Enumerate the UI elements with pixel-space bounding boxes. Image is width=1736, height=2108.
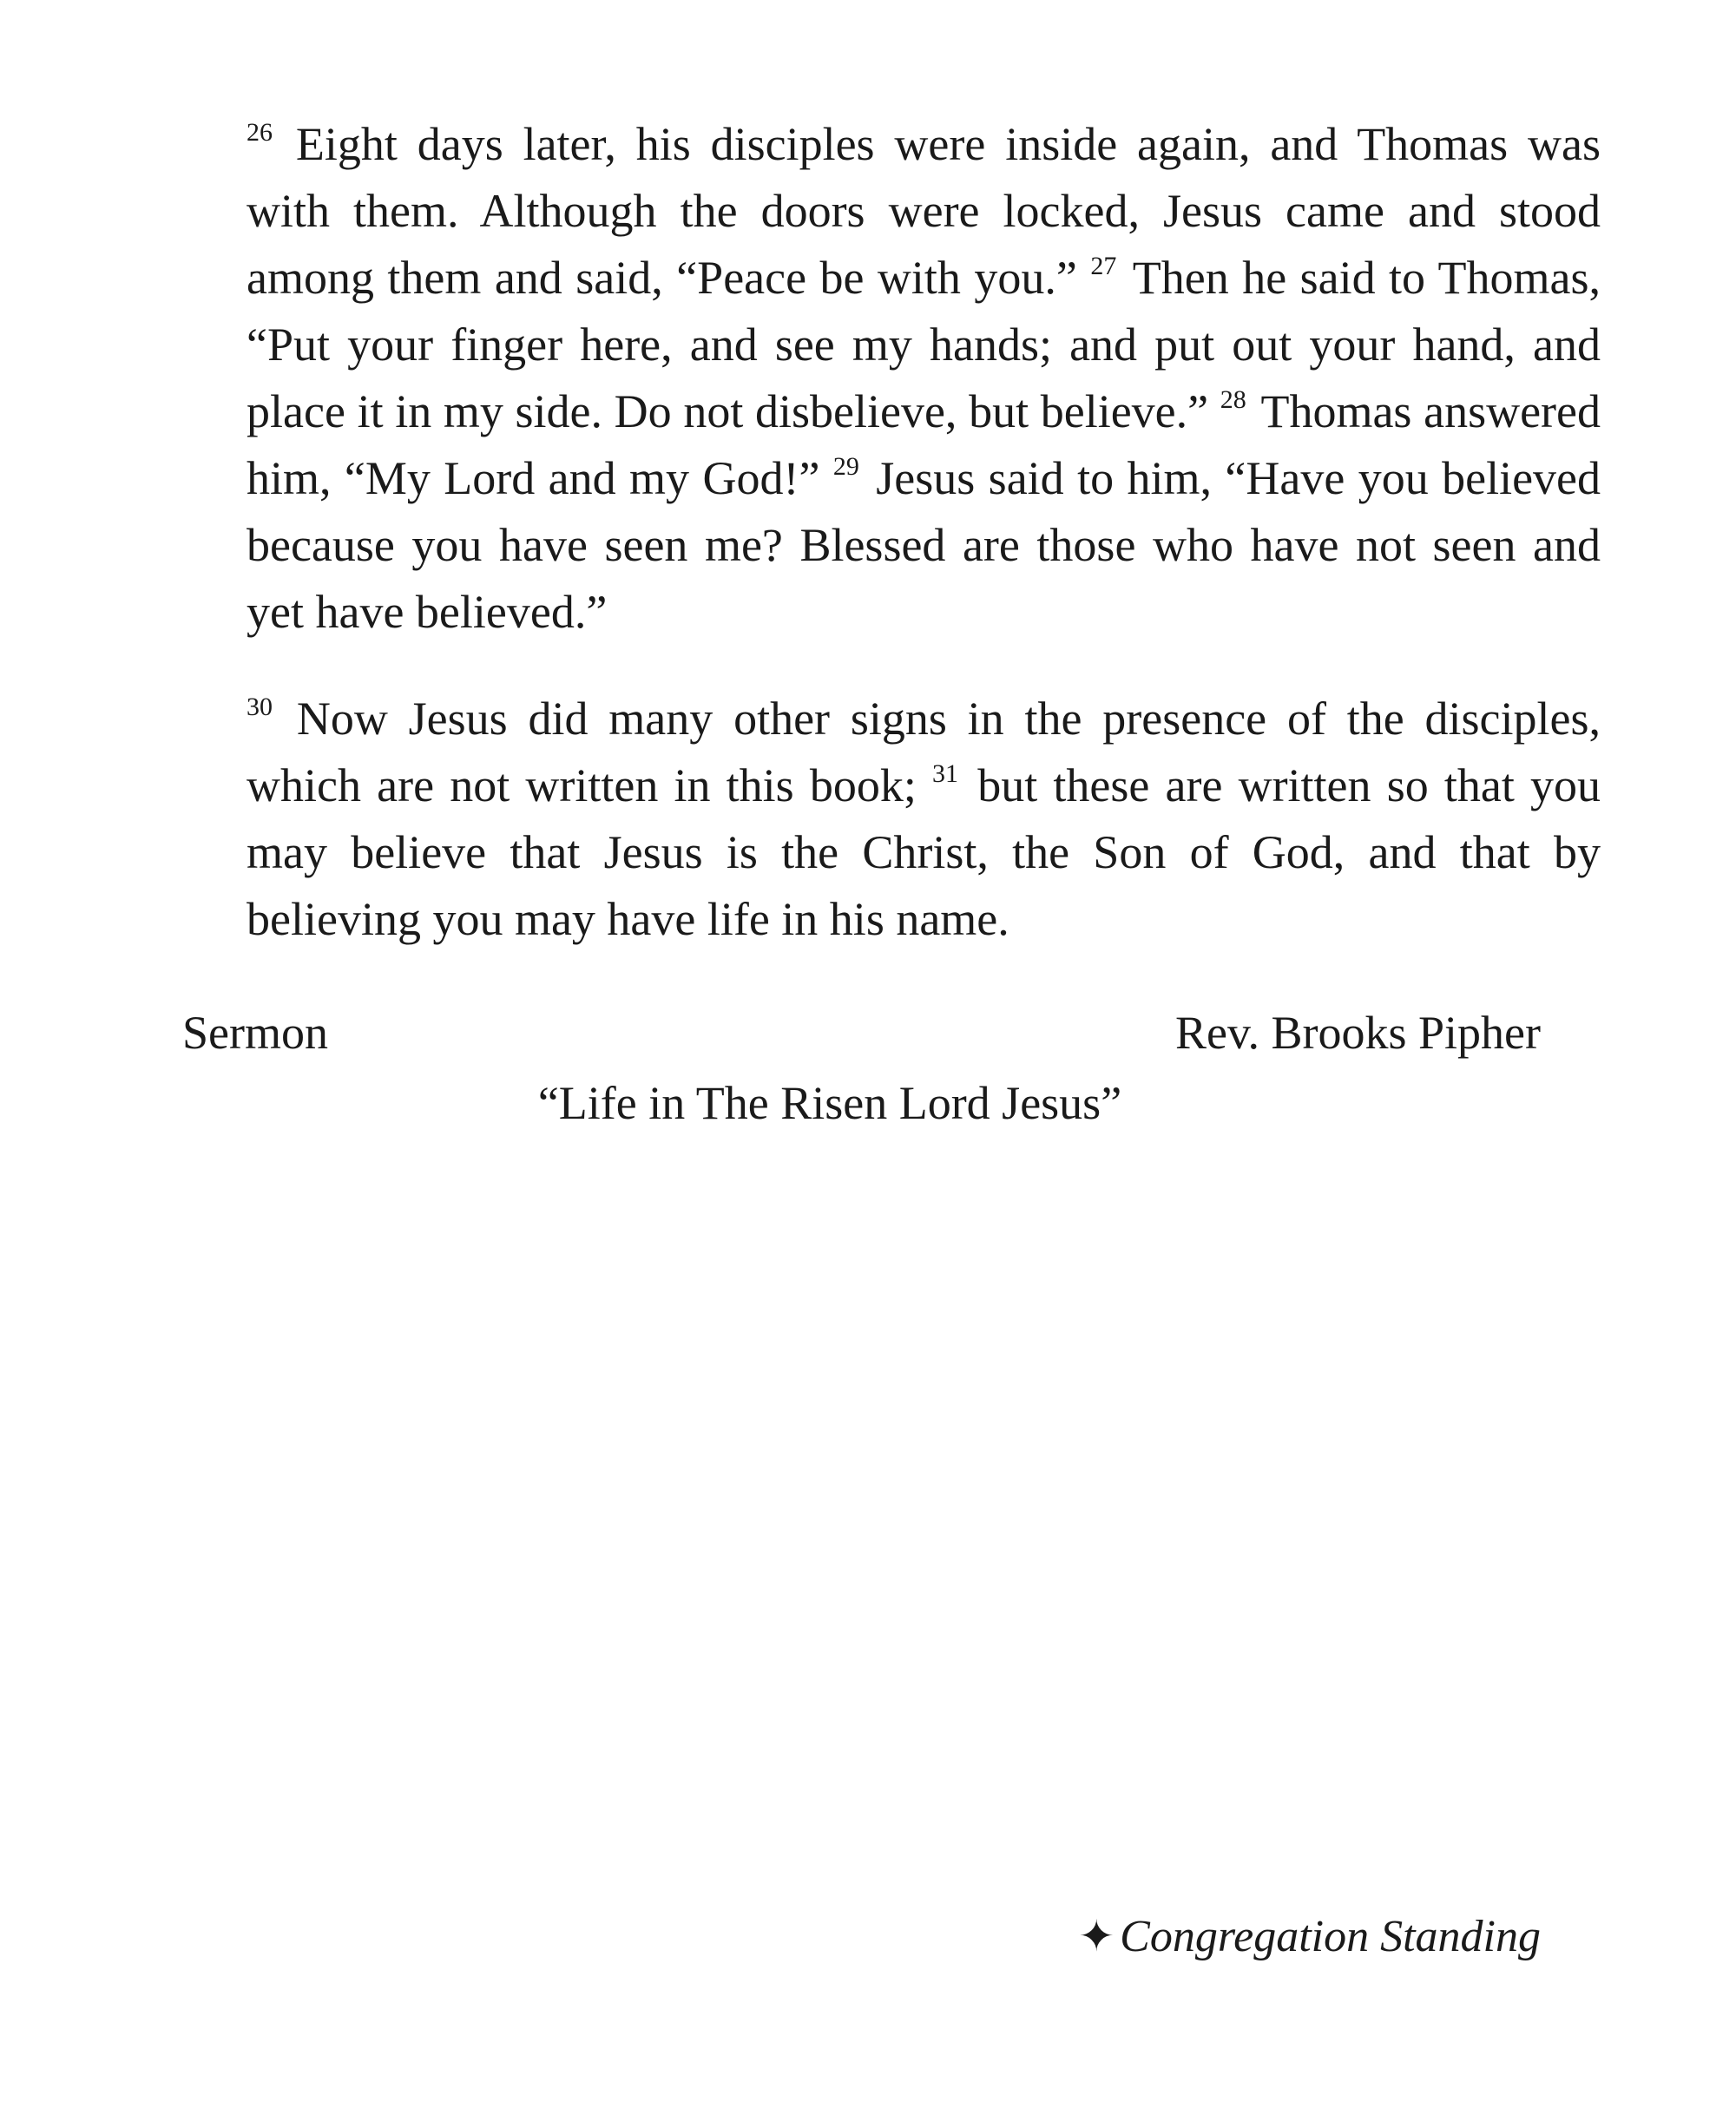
verse-text: Then he said to Thomas, “Put your finger here, and see my hands; and put out your hand, and place it in my side. Do not disbelieve, but believe.” (247, 252, 1601, 437)
verse-text: but these are written so that you may believe that Jesus is the Christ, the Son of God, and that by believing you may have life in his name. (247, 759, 1601, 945)
sermon-label: Sermon (182, 1007, 328, 1059)
scripture-paragraph (247, 111, 1601, 646)
verse-text: Jesus said to him, “Have you believed because you have seen me? Blessed are those who have not seen and yet have believed.” (247, 452, 1601, 638)
verse-text: Now Jesus did many other signs in the presence of the disciples, which are not written in this book; (247, 693, 1601, 811)
four-pointed-star-icon: ✦ (1078, 1912, 1115, 1960)
verse-number: 31 (932, 759, 959, 788)
scripture-paragraph (247, 686, 1601, 953)
congregation-standing-note (1078, 1906, 1541, 1967)
sermon-preacher: Rev. Brooks Pipher (1175, 1007, 1541, 1059)
verse-text: Eight days later, his disciples were inside again, and Thomas was with them. Although the doors were locked, Jesus came and stood among them and said, “Peace be with you.” (247, 118, 1601, 304)
verse-number: 30 (247, 693, 273, 721)
sermon-title: “Life in The Risen Lord Jesus” (537, 1077, 1122, 1129)
verse-text: Thomas answered him, “My Lord and my God!” (247, 385, 1601, 504)
verse-number: 28 (1220, 385, 1246, 414)
scripture-reading (247, 111, 1601, 993)
footnote-text: Congregation Standing (1120, 1912, 1541, 1961)
verse-number: 29 (832, 452, 859, 481)
verse-number: 26 (247, 118, 273, 147)
verse-number: 27 (1090, 252, 1117, 280)
